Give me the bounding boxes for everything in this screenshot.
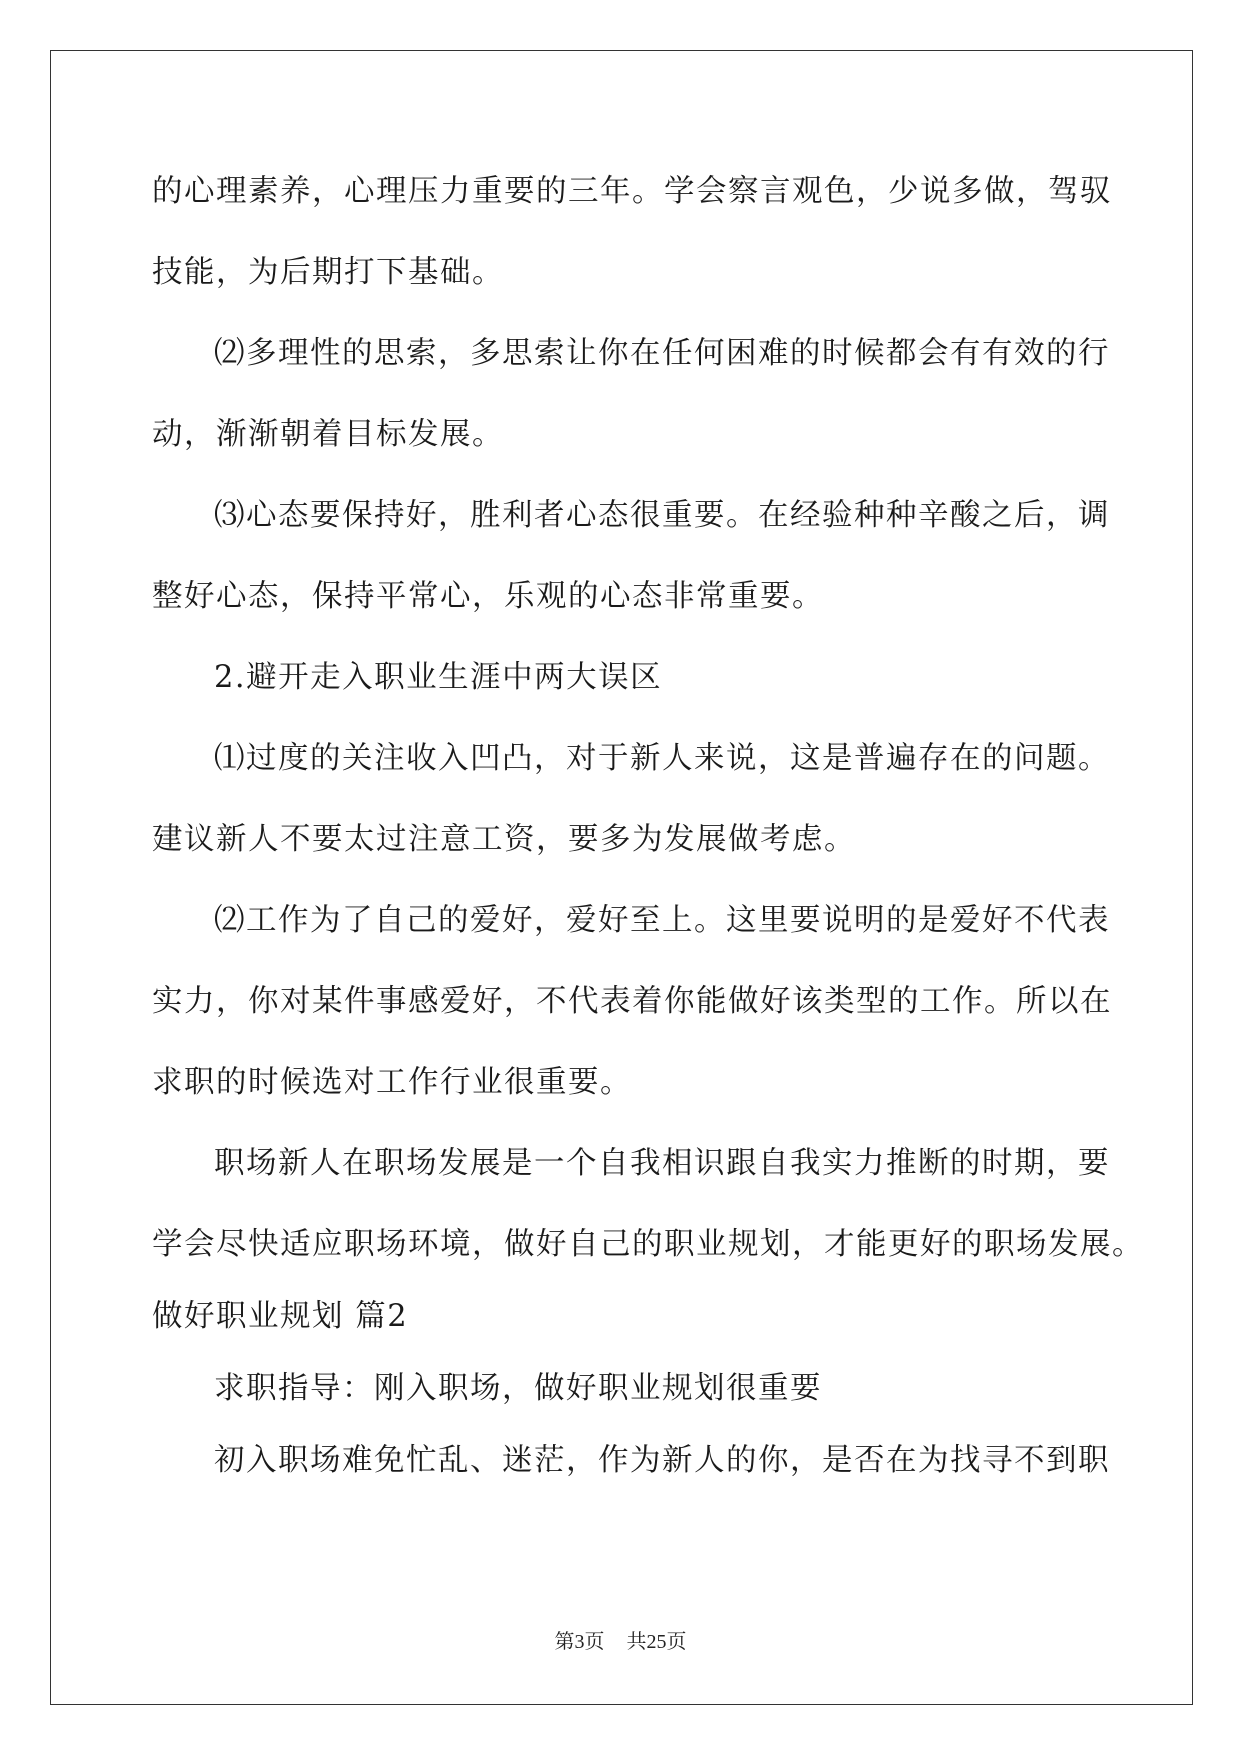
paragraph-line: ⑶心态要保持好，胜利者心态很重要。在经验种种辛酸之后，调: [214, 498, 1110, 533]
page-total: 共25页: [626, 1631, 687, 1653]
page-footer: [0, 1625, 1241, 1654]
paragraph-line: 动，渐渐朝着目标发展。: [152, 417, 504, 452]
paragraph-line: 建议新人不要太过注意工资，要多为发展做考虑。: [152, 822, 856, 857]
paragraph-line: 技能，为后期打下基础。: [152, 255, 504, 290]
paragraph-line: 学会尽快适应职场环境，做好自己的职业规划，才能更好的职场发展。: [152, 1227, 1144, 1262]
section-heading: 2.避开走入职业生涯中两大误区: [214, 660, 663, 695]
section-title: 做好职业规划 篇2: [152, 1299, 409, 1334]
paragraph-line: 实力，你对某件事感爱好，不代表着你能做好该类型的工作。所以在: [152, 984, 1112, 1019]
paragraph-line: 求职的时候选对工作行业很重要。: [152, 1065, 632, 1100]
paragraph-line: ⑵工作为了自己的爱好，爱好至上。这里要说明的是爱好不代表: [214, 903, 1110, 938]
page-number: 第3页: [554, 1631, 605, 1653]
paragraph-line: ⑴过度的关注收入凹凸，对于新人来说，这是普遍存在的问题。: [214, 741, 1110, 776]
paragraph-line: 的心理素养，心理压力重要的三年。学会察言观色，少说多做，驾驭: [152, 174, 1112, 209]
paragraph-line: 职场新人在职场发展是一个自我相识跟自我实力推断的时期，要: [214, 1146, 1110, 1181]
document-body: [152, 165, 1144, 1515]
paragraph-line: ⑵多理性的思索，多思索让你在任何困难的时候都会有有效的行: [214, 336, 1110, 371]
paragraph-line: 初入职场难免忙乱、迷茫，作为新人的你，是否在为找寻不到职: [214, 1443, 1110, 1478]
subtitle-line: 求职指导：刚入职场，做好职业规划很重要: [214, 1371, 822, 1406]
paragraph-line: 整好心态，保持平常心，乐观的心态非常重要。: [152, 579, 824, 614]
